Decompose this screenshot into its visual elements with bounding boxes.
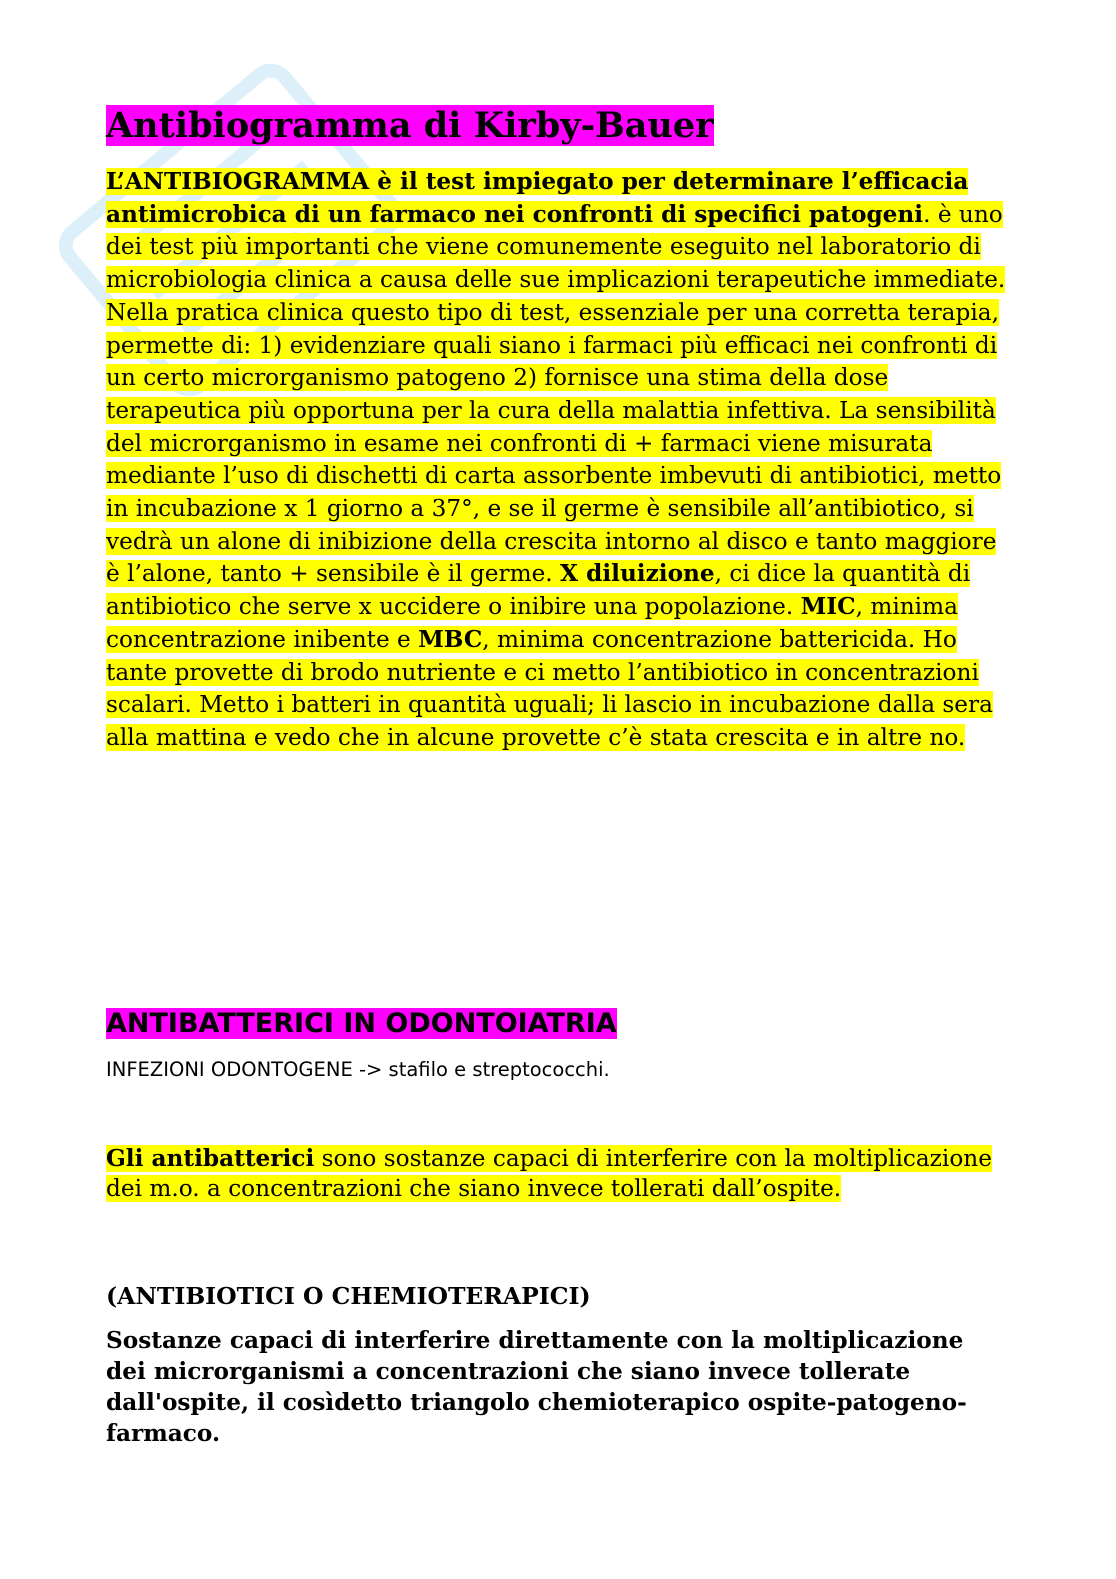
sostanze-paragraph: Sostanze capaci di interferire direttamente con la moltiplicazione dei microrganismi a concentrazioni che siano invece tollerate dall'ospite, il cosìdetto triangolo chemioterapico ospite-patogeno-farmaco. (106, 1327, 967, 1447)
section-heading-antibatterici (106, 1006, 617, 1042)
para1-bold-mic: MIC (800, 593, 856, 621)
para1-bold-diluizione: X diluizione (560, 560, 715, 588)
document-title (106, 102, 714, 150)
para1-intro-bold: L’ANTIBIOGRAMMA è il test impiegato per determinare l’efficacia antimicrobica di un farmaco nei confronti di specifici patogeni (106, 168, 969, 228)
title-text: Antibiogramma di Kirby-Bauer (106, 105, 714, 146)
infezioni-line: INFEZIONI ODONTOGENE -> stafilo e streptococchi. (106, 1058, 610, 1081)
para1-text1: . è uno dei test più importanti che viene comunemente eseguito nel laboratorio di microbiologia clinica a causa delle sue implicazioni terapeutiche immediate. Nella pratica clinica questo tipo di test, essenziale per una corretta terapia, permette di: 1) evidenziare quali siano i farmaci più efficaci nei confronti di un certo microrganismo patogeno 2) fornisce una stima della dose terapeutica più opportuna per la cura della malattia infettiva. La sensibilità del microrganismo in esame nei confronti di + farmaci viene misurata mediante l’uso di dischetti di carta assorbente imbevuti di antibiotici, metto in incubazione x 1 giorno a 37°, e se il germe è sensibile all’antibiotico, si vedrà un alone di inibizione della crescita intorno al disco e tanto maggiore è l’alone, tanto + sensibile è il germe. (106, 200, 1006, 588)
para1-text2: , ci dice la quantità di antibiotico che serve x uccidere o inibire una popolazione. (106, 560, 971, 621)
para2-highlight (106, 1145, 992, 1202)
para1-text3: , minima concentrazione inibente e (106, 593, 958, 653)
antibatterici-paragraph (106, 1144, 1006, 1204)
para2-bold: Gli antibatterici (106, 1145, 315, 1172)
para1-text4: , minima concentrazione battericida. Ho tante provette di brodo nutriente e ci metto l’antibiotico in concentrazioni scalari. Metto i batteri in quantità uguali; li lascio in incubazione dalla sera alla mattina e vedo che in alcune provette c’è stata crescita e in altre no. (106, 625, 993, 751)
para2-text: sono sostanze capaci di interferire con la moltiplicazione dei m.o. a concentrazioni che siano invece tollerati dall’ospite. (106, 1145, 992, 1202)
para1-bold-mbc: MBC (418, 625, 483, 653)
subheading-antibiotici: (ANTIBIOTICI O CHEMIOTERAPICI) (106, 1282, 591, 1310)
section-heading-text: ANTIBATTERICI IN ODONTOIATRIA (106, 1008, 617, 1039)
para1-highlight (106, 168, 1005, 751)
antibiogramma-paragraph (106, 166, 1006, 755)
